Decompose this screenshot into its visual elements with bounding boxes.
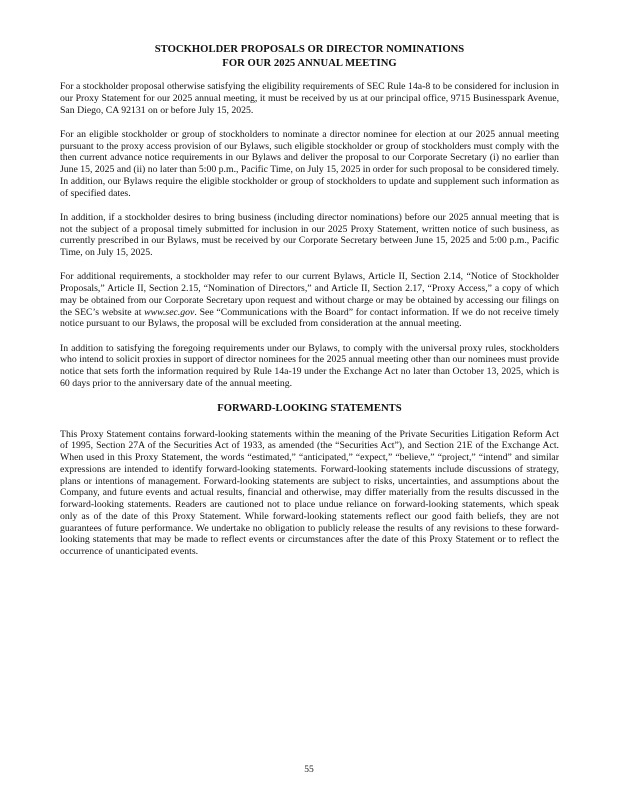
paragraph-forward-looking: This Proxy Statement contains forward-looking statements within the meaning of the Private Securities Litigation Reform Act of 1995, Section 27A of the Securities Act of 1933, as amended (the “Securities Act”), and Section 21E of the Exchange Act. When used in this Proxy Statement, the words “estimated,” “anticipated,” “expect,” “believe,” “project,” “intend” and similar expressions are intended to identify forward-looking statements. Forward-looking statements include discussions of strategy, plans or intentions of management. Forward-looking statements are subject to risks, uncertainties, and assumptions about the Company, and future events and actual results, financial and otherwise, may differ materially from the results discussed in the forward-looking statements. Readers are cautioned not to place undue reliance on forward-looking statements, which speak only as of the date of this Proxy Statement. While forward-looking statements reflect our good faith beliefs, they are not guarantees of future performance. We undertake no obligation to publicly release the results of any revisions to these forward-looking statements that may be made to reflect events or circumstances after the date of this Proxy Statement or to reflect the occurrence of unanticipated events. bbox=[60, 428, 559, 557]
section-heading-stockholder-proposals bbox=[60, 43, 559, 70]
section-title-line-1: STOCKHOLDER PROPOSALS OR DIRECTOR NOMINATIONS bbox=[154, 44, 465, 55]
paragraph-proxy-access: For an eligible stockholder or group of stockholders to nominate a director nominee for election at our 2025 annual meeting pursuant to the proxy access provision of our Bylaws, such eligible stockholder or group of stockholders must comply with the then current advance notice requirements in our Bylaws and deliver the proposal to our Corporate Secretary (i) no earlier than June 15, 2025 and (ii) no later than 5:00 p.m., Pacific Time, on July 15, 2025 in order for such proposal to be considered timely. In addition, our Bylaws require the eligible stockholder or group of stockholders to update and supplement such information as of specified dates. bbox=[60, 128, 559, 199]
section-title-line-2: FOR OUR 2025 ANNUAL MEETING bbox=[222, 57, 397, 69]
paragraph-additional-requirements bbox=[60, 271, 559, 330]
sec-website-link[interactable]: www.sec.gov bbox=[144, 306, 195, 318]
paragraph-proposal-deadline: For a stockholder proposal otherwise satisfying the eligibility requirements of SEC Rule 14a-8 to be considered for inclusion in our Proxy Statement for our 2025 annual meeting, it must be received by us at our principal office, 9715 Businesspark Avenue, San Diego, CA 92131 on or before July 15, 2025. bbox=[60, 81, 559, 116]
document-page bbox=[60, 43, 559, 570]
section-title-forward-looking: FORWARD-LOOKING STATEMENTS bbox=[217, 403, 402, 414]
paragraph-text-before-link: For additional requirements, a stockholder may refer to our current Bylaws, Article II, Section 2.14, “Notice of Stockholder Proposals,” Article II, Section 2.15, “Nomination of Directors,” and Article II, Section 2.17, “Proxy Access,” a copy of which may be obtained from our Corporate Secretary upon request and without charge or may be obtained by accessing our filings on the SEC’s website at bbox=[60, 271, 559, 318]
paragraph-universal-proxy: In addition to satisfying the foregoing requirements under our Bylaws, to comply with the universal proxy rules, stockholders who intend to solicit proxies in support of director nominees for the 2025 annual meeting other than our nominees must provide notice that sets forth the information required by Rule 14a-19 under the Exchange Act no later than October 13, 2025, which is 60 days prior to the anniversary date of the annual meeting. bbox=[60, 342, 559, 389]
paragraph-advance-notice: In addition, if a stockholder desires to bring business (including director nominations) before our 2025 annual meeting that is not the subject of a proposal timely submitted for inclusion in our 2025 Proxy Statement, written notice of such business, as currently prescribed in our Bylaws, must be received by our Corporate Secretary between June 15, 2025 and 5:00 p.m., Pacific Time, on July 15, 2025. bbox=[60, 211, 559, 258]
page-number: 55 bbox=[304, 765, 314, 775]
paragraph-text-after-link: . See “Communications with the Board” for contact information. If we do not receive timely notice pursuant to our Bylaws, the proposal will be excluded from consideration at the annual meeting. bbox=[60, 306, 559, 330]
